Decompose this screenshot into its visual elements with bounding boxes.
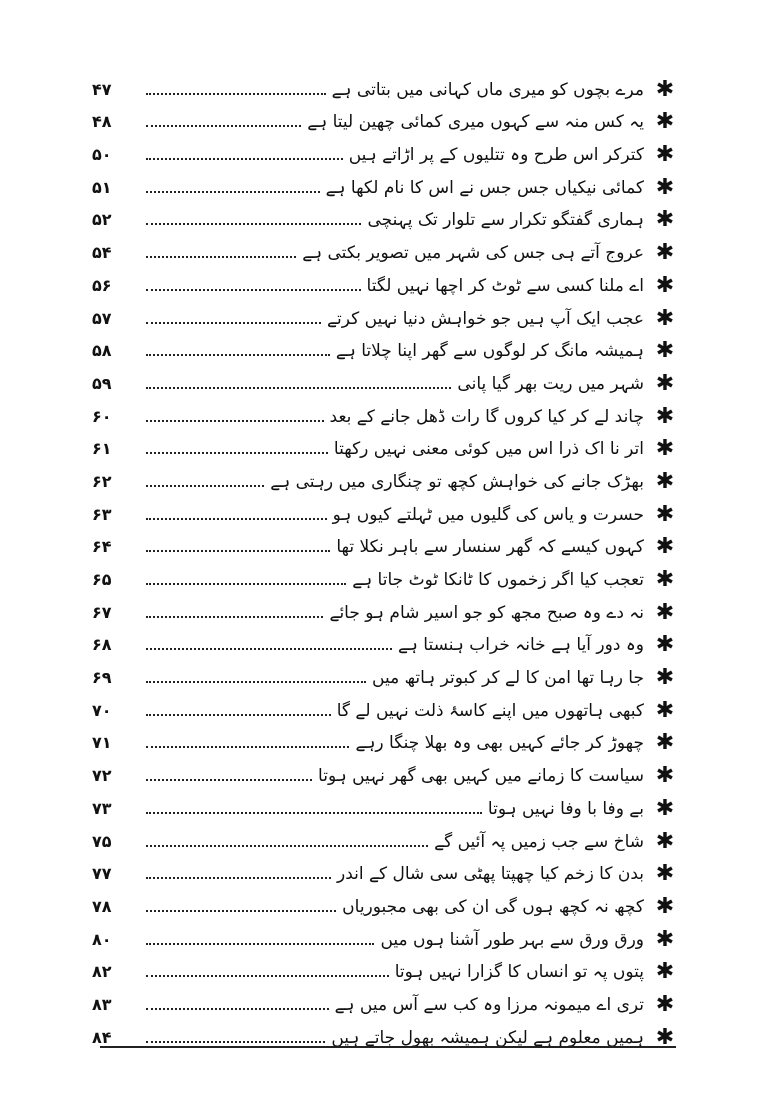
toc-entry-page-number: ۵۷ xyxy=(92,308,112,328)
toc-entry-title: تری اے میمونہ مرزا وہ کب سے آس میں ہے xyxy=(334,994,644,1015)
dot-leader xyxy=(146,550,330,552)
toc-entry-title: پتوں پہ تو انساں کا گزارا نہیں ہوتا xyxy=(394,962,644,983)
toc-entry xyxy=(92,428,680,461)
dot-leader xyxy=(146,943,374,945)
dot-leader xyxy=(146,910,336,912)
dot-leader xyxy=(146,845,428,847)
toc-entry xyxy=(92,983,680,1016)
asterisk-bullet-icon: ✱ xyxy=(655,893,675,919)
toc-entry-page-number: ۶۷ xyxy=(92,602,112,622)
toc-entry-title: بھڑک جانے کی خواہش کچھ تو چنگاری میں رہتی ہے xyxy=(270,471,644,492)
asterisk-bullet-icon: ✱ xyxy=(655,632,675,658)
dot-leader xyxy=(146,322,321,324)
dot-leader xyxy=(146,681,366,683)
dot-leader xyxy=(146,485,264,487)
toc-entry xyxy=(92,264,680,297)
dot-leader xyxy=(146,583,346,585)
asterisk-bullet-icon: ✱ xyxy=(655,828,675,854)
toc-entry-page-number: ۶۳ xyxy=(92,504,112,524)
asterisk-bullet-icon: ✱ xyxy=(655,403,675,429)
asterisk-bullet-icon: ✱ xyxy=(655,795,675,821)
dot-leader xyxy=(146,779,312,781)
toc-entry xyxy=(92,558,680,591)
toc-entry xyxy=(92,624,680,657)
toc-entry xyxy=(92,231,680,264)
dot-leader xyxy=(146,1041,325,1043)
asterisk-bullet-icon: ✱ xyxy=(655,599,675,625)
toc-entry xyxy=(92,330,680,363)
toc-entry-title: یہ کس منہ سے کہوں میری کمائی چھین لیتا ہے xyxy=(307,112,644,133)
toc-entry-page-number: ۴۷ xyxy=(92,79,112,99)
dot-leader xyxy=(146,518,327,520)
toc-entry-page-number: ۷۰ xyxy=(92,700,112,720)
toc-entry-title: کچھ نہ کچھ ہوں گی ان کی بھی مجبوریاں xyxy=(342,896,644,917)
toc-entry xyxy=(92,297,680,330)
asterisk-bullet-icon: ✱ xyxy=(655,763,675,789)
toc-entry-page-number: ۵۱ xyxy=(92,177,112,197)
toc-entry-page-number: ۴۸ xyxy=(92,112,112,132)
toc-entry-title: اتر نا اک ذرا اس میں کوئی معنی نہیں رکھتا xyxy=(333,439,644,460)
toc-entry xyxy=(92,395,680,428)
toc-entry-page-number: ۷۵ xyxy=(92,831,112,851)
asterisk-bullet-icon: ✱ xyxy=(655,272,675,298)
toc-entry-title: شہر میں ریت بھر گیا پانی xyxy=(457,373,644,394)
dot-leader xyxy=(146,256,296,258)
toc-entry-page-number: ۵۹ xyxy=(92,373,112,393)
dot-leader xyxy=(146,616,323,618)
asterisk-bullet-icon: ✱ xyxy=(655,959,675,985)
toc-entry xyxy=(92,1016,680,1049)
toc-entry-title: کترکر اس طرح وہ تتلیوں کے پر اڑاتے ہیں xyxy=(348,145,644,166)
dot-leader xyxy=(146,877,331,879)
toc-entry-page-number: ۷۷ xyxy=(92,864,112,884)
toc-entry-title: عجب ایک آپ ہیں جو خواہش دنیا نہیں کرتے xyxy=(327,308,644,329)
asterisk-bullet-icon: ✱ xyxy=(655,697,675,723)
asterisk-bullet-icon: ✱ xyxy=(655,501,675,527)
dot-leader xyxy=(146,746,349,748)
toc-entry xyxy=(92,754,680,787)
toc-entry-title: ہمیں معلوم ہے لیکن ہمیشہ بھول جاتے ہیں xyxy=(331,1027,644,1048)
toc-entry-title: جا رہا تھا امن کا لے کر کبوتر ہاتھ میں xyxy=(372,668,644,689)
toc-entry xyxy=(92,460,680,493)
dot-leader xyxy=(146,420,324,422)
toc-entry-page-number: ۷۱ xyxy=(92,733,112,753)
asterisk-bullet-icon: ✱ xyxy=(655,567,675,592)
toc-entry xyxy=(92,885,680,918)
bottom-rule xyxy=(100,1046,676,1048)
dot-leader xyxy=(146,354,330,356)
toc-entry-title: تعجب کیا اگر زخموں کا ٹانکا ٹوٹ جاتا ہے xyxy=(352,570,644,590)
toc-entry-page-number: ۸۲ xyxy=(92,962,112,982)
toc-entry-title: کبھی ہاتھوں میں اپنے کاسۂ ذلت نہیں لے گا xyxy=(336,700,644,721)
dot-leader xyxy=(146,648,392,650)
toc-entry-page-number: ۷۸ xyxy=(92,896,112,916)
toc-entry-page-number: ۶۲ xyxy=(92,471,112,491)
toc-entry-title: چاند لے کر کیا کروں گا رات ڈھل جانے کے بعد xyxy=(329,406,644,427)
dot-leader xyxy=(146,975,389,977)
toc-entry xyxy=(92,918,680,951)
toc-entry xyxy=(92,656,680,689)
dot-leader xyxy=(146,452,328,454)
asterisk-bullet-icon: ✱ xyxy=(655,468,675,494)
toc-entry-title: مرے بچوں کو میری ماں کہانی میں بتاتی ہے xyxy=(331,79,644,100)
asterisk-bullet-icon: ✱ xyxy=(655,665,675,691)
toc-entry xyxy=(92,101,680,134)
toc-entry xyxy=(92,362,680,395)
toc-entry xyxy=(92,951,680,984)
toc-entry xyxy=(92,526,680,559)
toc-entry-page-number: ۷۲ xyxy=(92,766,112,786)
asterisk-bullet-icon: ✱ xyxy=(655,1024,675,1050)
dot-leader xyxy=(146,223,361,225)
toc-entry-title: ہماری گفتگو تکرار سے تلوار تک پہنچی xyxy=(367,210,644,231)
toc-entry xyxy=(92,853,680,886)
toc-entry-page-number: ۵۰ xyxy=(92,145,112,165)
dot-leader xyxy=(146,387,451,389)
asterisk-bullet-icon: ✱ xyxy=(655,436,675,462)
toc-entry xyxy=(92,199,680,232)
toc-entry-page-number: ۶۹ xyxy=(92,668,112,688)
toc-entry-page-number: ۸۴ xyxy=(92,1027,112,1047)
toc-entry-title: کمائی نیکیاں جس جس نے اس کا نام لکھا ہے xyxy=(325,177,644,198)
asterisk-bullet-icon: ✱ xyxy=(655,305,675,331)
table-of-contents xyxy=(92,68,680,1049)
dot-leader xyxy=(146,714,331,716)
toc-entry xyxy=(92,820,680,853)
dot-leader xyxy=(146,812,482,814)
toc-entry-title: ورق ورق سے بہر طور آشنا ہوں میں xyxy=(380,929,644,950)
asterisk-bullet-icon: ✱ xyxy=(655,142,675,168)
toc-entry-title: اے ملنا کسی سے ٹوٹ کر اچھا نہیں لگتا xyxy=(366,275,644,296)
dot-leader xyxy=(146,93,326,95)
toc-entry-page-number: ۸۰ xyxy=(92,929,112,949)
toc-entry-page-number: ۵۲ xyxy=(92,210,112,230)
toc-entry-title: بے وفا با وفا نہیں ہوتا xyxy=(487,798,644,819)
toc-entry-page-number: ۶۱ xyxy=(92,439,112,459)
toc-entry-page-number: ۶۰ xyxy=(92,406,112,426)
dot-leader xyxy=(146,289,361,291)
asterisk-bullet-icon: ✱ xyxy=(655,174,675,200)
asterisk-bullet-icon: ✱ xyxy=(655,207,675,233)
dot-leader xyxy=(146,1008,329,1010)
toc-entry-title: عروج آتے ہی جس کی شہر میں تصویر بکتی ہے xyxy=(302,243,644,264)
asterisk-bullet-icon: ✱ xyxy=(655,534,675,560)
toc-entry-title: نہ دے وہ صبح مجھ کو جو اسیر شام ہو جائے xyxy=(329,602,644,623)
dot-leader xyxy=(146,191,320,193)
toc-entry-title: ہمیشہ مانگ کر لوگوں سے گھر اپنا چلاتا ہے xyxy=(335,341,644,362)
toc-entry xyxy=(92,166,680,199)
toc-entry-page-number: ۵۸ xyxy=(92,341,112,361)
toc-entry-page-number: ۷۳ xyxy=(92,798,112,818)
toc-entry-title: بدن کا زخم کیا چھپتا پھٹی سی شال کے اندر xyxy=(337,864,644,885)
asterisk-bullet-icon: ✱ xyxy=(655,109,675,135)
toc-entry xyxy=(92,787,680,820)
toc-entry-page-number: ۵۶ xyxy=(92,275,112,295)
toc-entry-title: کہوں کیسے کہ گھر سنسار سے باہر نکلا تھا xyxy=(336,537,644,558)
toc-entry-page-number: ۸۳ xyxy=(92,994,112,1014)
dot-leader xyxy=(146,158,343,160)
toc-entry-page-number: ۶۵ xyxy=(92,570,112,589)
toc-entry xyxy=(92,591,680,624)
asterisk-bullet-icon: ✱ xyxy=(655,991,675,1017)
toc-entry-page-number: ۶۸ xyxy=(92,635,112,655)
asterisk-bullet-icon: ✱ xyxy=(655,926,675,952)
toc-entry xyxy=(92,133,680,166)
toc-entry-title: حسرت و یاس کی گلیوں میں ٹہلتے کیوں ہو xyxy=(332,504,644,525)
asterisk-bullet-icon: ✱ xyxy=(655,338,675,364)
toc-entry-title: چھوڑ کر جائے کہیں بھی وہ بھلا چنگا رہے xyxy=(355,733,644,754)
asterisk-bullet-icon: ✱ xyxy=(655,76,675,102)
asterisk-bullet-icon: ✱ xyxy=(655,861,675,887)
toc-entry-title: سیاست کا زمانے میں کہیں بھی گھر نہیں ہوتا xyxy=(318,766,644,787)
dot-leader xyxy=(146,125,301,127)
asterisk-bullet-icon: ✱ xyxy=(655,370,675,396)
toc-entry xyxy=(92,689,680,722)
toc-entry xyxy=(92,493,680,526)
toc-entry-page-number: ۵۴ xyxy=(92,243,112,263)
asterisk-bullet-icon: ✱ xyxy=(655,240,675,266)
toc-entry-title: وہ دور آیا ہے خانہ خراب ہنستا ہے xyxy=(397,635,644,656)
toc-entry-title: شاخ سے جب زمیں پہ آئیں گے xyxy=(434,831,644,852)
toc-entry xyxy=(92,722,680,755)
asterisk-bullet-icon: ✱ xyxy=(655,730,675,756)
toc-entry-page-number: ۶۴ xyxy=(92,537,112,557)
toc-entry xyxy=(92,68,680,101)
